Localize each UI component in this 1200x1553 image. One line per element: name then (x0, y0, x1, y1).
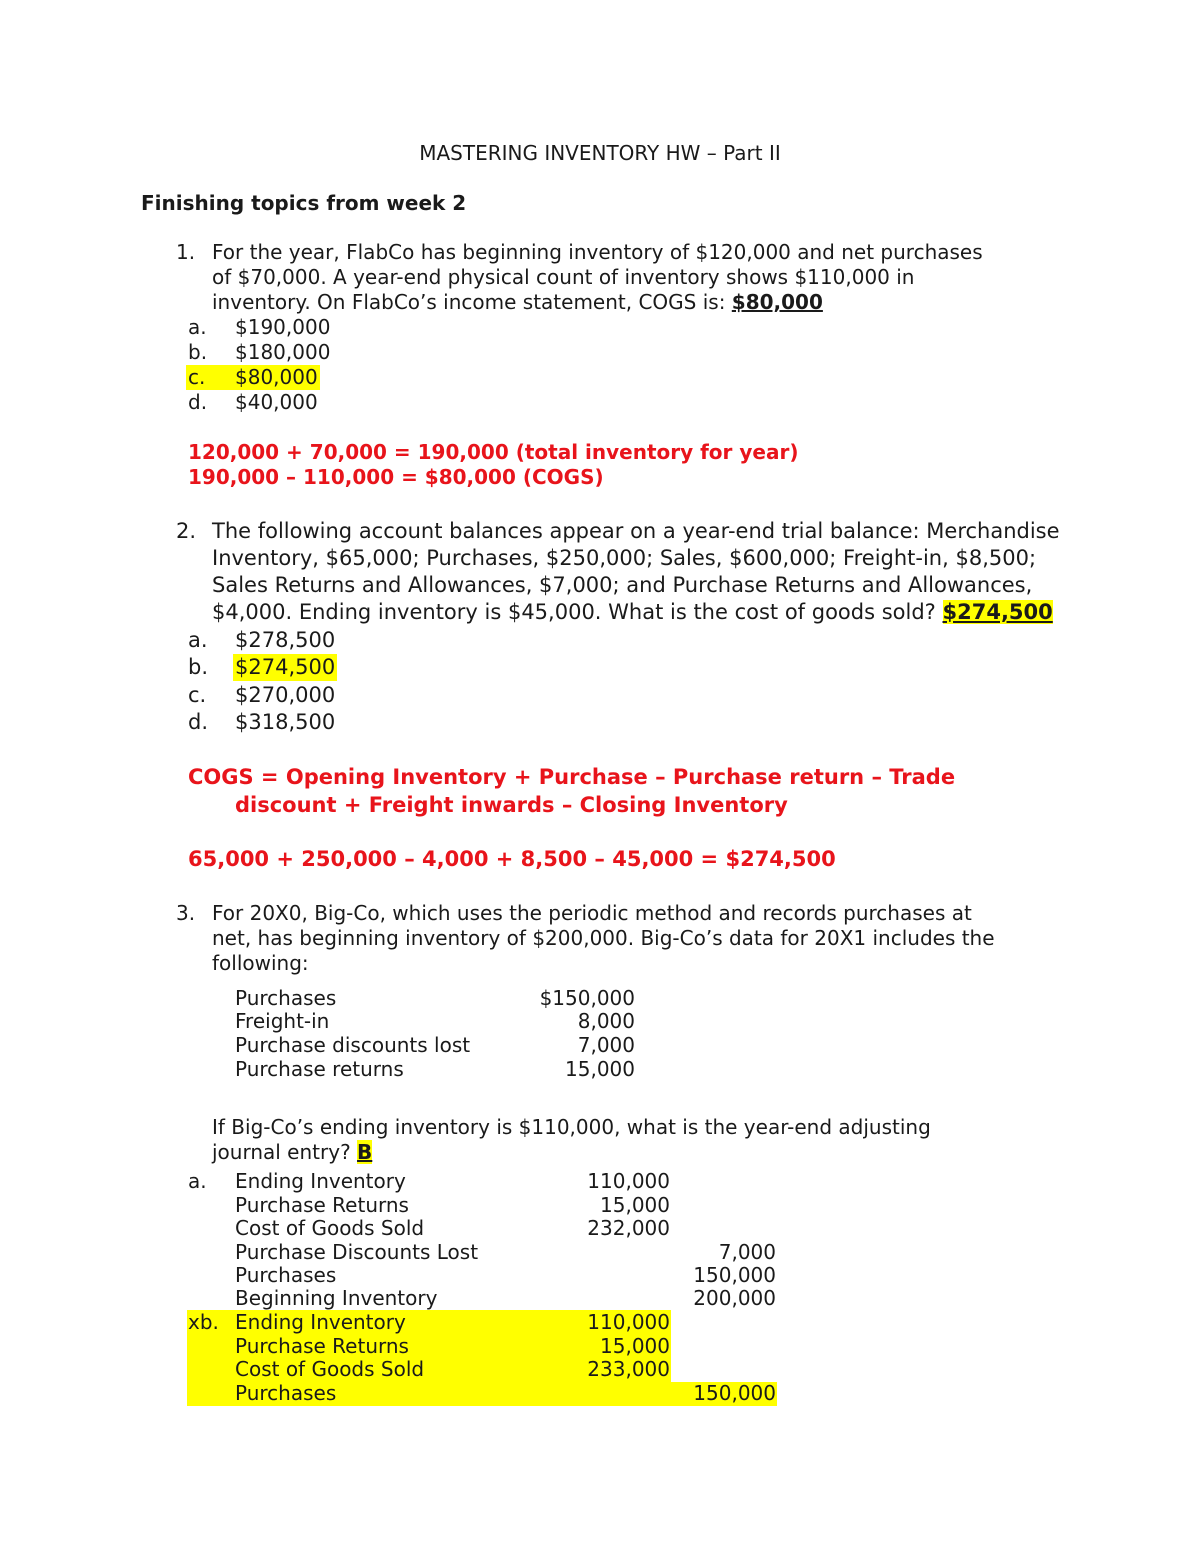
journal-debit: 110,000 (587, 1310, 670, 1334)
question-text-line (212, 290, 823, 315)
data-value: 7,000 (577, 1033, 635, 1057)
question-text-line: Sales Returns and Allowances, $7,000; and Purchase Returns and Allowances, (212, 573, 1033, 597)
answer-label: $80,000 (731, 290, 823, 314)
journal-debit: 15,000 (600, 1193, 670, 1217)
option-value: $318,500 (235, 710, 336, 734)
journal-account: Purchase Discounts Lost (235, 1240, 479, 1264)
journal-account: Cost of Goods Sold (235, 1357, 425, 1381)
journal-debit: 232,000 (587, 1216, 670, 1240)
option-letter: a. (188, 315, 207, 339)
option-letter: a. (188, 628, 208, 652)
question-text-line: net, has beginning inventory of $200,000. Big-Co’s data for 20X1 includes the (212, 926, 995, 950)
option-letter: xb. (188, 1310, 219, 1334)
data-value: 8,000 (577, 1009, 635, 1033)
journal-account: Beginning Inventory (235, 1286, 438, 1310)
journal-account: Purchases (235, 1381, 337, 1405)
journal-account: Ending Inventory (235, 1310, 406, 1334)
option-letter: d. (188, 710, 209, 734)
answer-label: B (357, 1140, 373, 1164)
option-letter: b. (188, 655, 209, 679)
question-text: journal entry? (212, 1140, 358, 1164)
question-number: 1. (176, 240, 196, 264)
question-text-line: For the year, FlabCo has beginning inventory of $120,000 and net purchases (212, 240, 983, 264)
section-heading: Finishing topics from week 2 (141, 191, 467, 215)
option-value: $180,000 (235, 340, 331, 364)
data-label: Freight-in (235, 1009, 330, 1033)
journal-account: Cost of Goods Sold (235, 1216, 425, 1240)
question-text-line: The following account balances appear on a year-end trial balance: Merchandise (212, 519, 1060, 543)
option-value-highlighted: $80,000 (235, 365, 318, 389)
question-number: 2. (176, 519, 197, 543)
question-text-line: of $70,000. A year-end physical count of inventory shows $110,000 in (212, 265, 915, 289)
option-value: $278,500 (235, 628, 336, 652)
worked-solution-line: 190,000 – 110,000 = $80,000 (COGS) (188, 465, 604, 489)
question-text-line (212, 599, 1053, 626)
journal-credit: 7,000 (718, 1240, 776, 1264)
journal-account: Ending Inventory (235, 1169, 406, 1193)
option-value: $190,000 (235, 315, 331, 339)
worked-solution-line: 65,000 + 250,000 – 4,000 + 8,500 – 45,000 = $274,500 (188, 847, 836, 871)
question-text-line: For 20X0, Big-Co, which uses the periodic method and records purchases at (212, 901, 972, 925)
journal-account: Purchase Returns (235, 1193, 409, 1217)
question-number: 3. (176, 901, 196, 925)
journal-debit: 233,000 (587, 1357, 670, 1381)
journal-account: Purchase Returns (235, 1334, 409, 1358)
question-text-line: following: (212, 951, 309, 975)
option-value: $270,000 (235, 683, 336, 707)
journal-debit: 110,000 (587, 1169, 670, 1193)
page-title: MASTERING INVENTORY HW – Part II (419, 141, 781, 165)
journal-credit: 200,000 (693, 1286, 776, 1310)
cogs-formula-line: COGS = Opening Inventory + Purchase – Purchase return – Trade (188, 765, 956, 789)
data-label: Purchases (235, 986, 337, 1010)
option-letter: b. (188, 340, 208, 364)
option-value-highlighted: $274,500 (235, 655, 336, 679)
option-value: $40,000 (235, 390, 318, 414)
cogs-formula-line: discount + Freight inwards – Closing Inventory (235, 793, 788, 817)
question-text-line (212, 1140, 372, 1165)
worked-solution-line: 120,000 + 70,000 = 190,000 (total inventory for year) (188, 440, 799, 464)
data-value: 15,000 (565, 1057, 635, 1081)
question-text: $4,000. Ending inventory is $45,000. What is the cost of goods sold? (212, 600, 943, 624)
data-label: Purchase returns (235, 1057, 404, 1081)
answer-label: $274,500 (942, 600, 1053, 624)
option-letter: c. (188, 683, 207, 707)
question-text: inventory. On FlabCo’s income statement, COGS is: (212, 290, 732, 314)
journal-credit: 150,000 (693, 1381, 776, 1405)
question-text-line: Inventory, $65,000; Purchases, $250,000; Sales, $600,000; Freight-in, $8,500; (212, 546, 1037, 570)
data-label: Purchase discounts lost (235, 1033, 471, 1057)
question-text-line: If Big-Co’s ending inventory is $110,000, what is the year-end adjusting (212, 1115, 931, 1139)
journal-credit: 150,000 (693, 1263, 776, 1287)
journal-account: Purchases (235, 1263, 337, 1287)
option-letter: d. (188, 390, 208, 414)
data-value: $150,000 (539, 986, 635, 1010)
option-letter-highlighted: c. (186, 365, 235, 390)
journal-debit: 15,000 (600, 1334, 670, 1358)
option-letter: a. (188, 1169, 207, 1193)
